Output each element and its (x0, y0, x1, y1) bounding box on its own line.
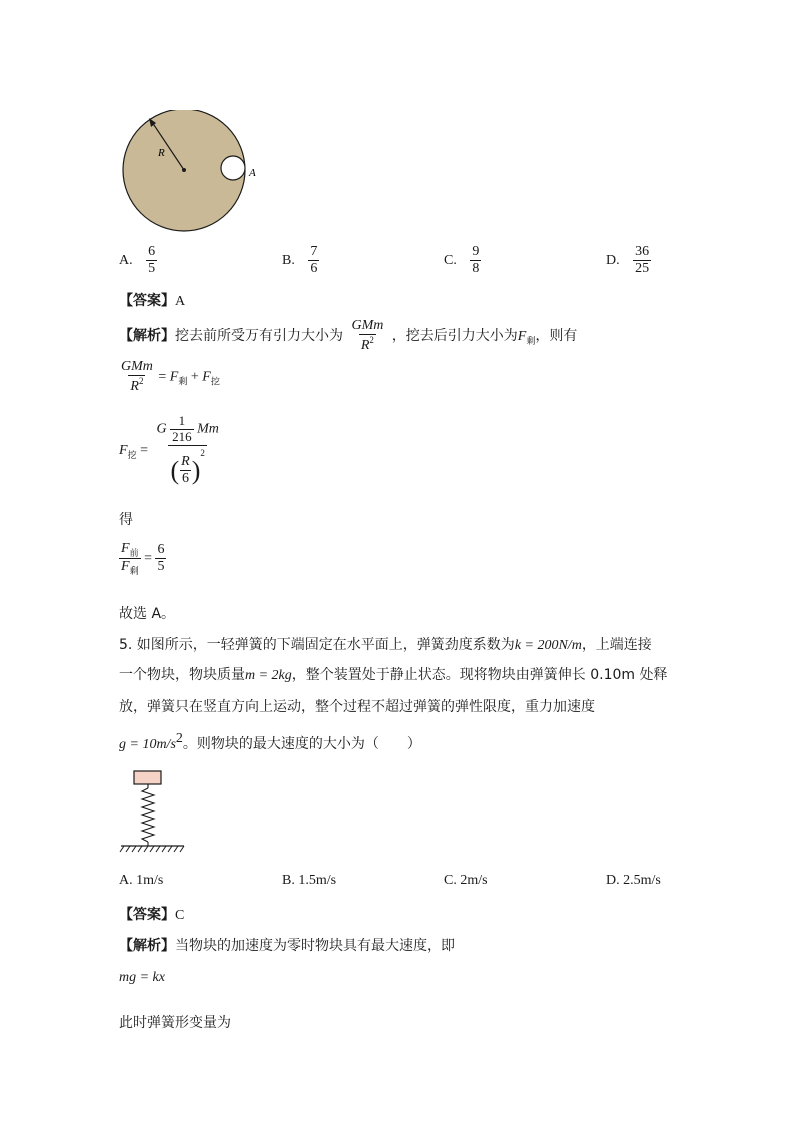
q4-option-c[interactable]: C. $\frac{9}{8}$ (444, 244, 480, 277)
point-label: A (249, 167, 256, 179)
sphere-figure (118, 110, 278, 235)
block (134, 771, 161, 784)
spring (142, 788, 154, 842)
q4-option-b[interactable]: B. $\frac{7}{6}$ (282, 244, 318, 277)
spring-figure (118, 768, 188, 858)
center-dot (182, 168, 186, 172)
radius-label: R (158, 147, 165, 159)
q5-option-b[interactable]: B. 1.5m/s (282, 873, 337, 888)
q4-option-d[interactable]: D. $\frac{36}{25}$ (606, 244, 650, 277)
q5-option-a[interactable]: A. 1m/s (119, 873, 164, 888)
q5-line-1: 5. 如图所示，一轻弹簧的下端固定在水平面上，弹簧劲度系数为k = 200N/m，上端连接 (119, 637, 652, 653)
q4-conclusion: 故选 A。 (119, 606, 176, 622)
q5-equation: mg = kx (119, 970, 165, 985)
q5-answer: 【答案】C (119, 907, 185, 923)
q5-last-line: 此时弹簧形变量为 (119, 1015, 231, 1031)
q5-analysis: 【解析】当物块的加速度为零时物块具有最大速度，即 (119, 938, 455, 954)
cavity (221, 156, 245, 180)
q5-line-3: 放，弹簧只在竖直方向上运动，整个过程不超过弹簧的弹性限度，重力加速度 (119, 699, 595, 715)
q5-line-4: g = 10m/s2。则物块的最大速度的大小为（ ） (119, 731, 421, 752)
q5-option-d[interactable]: D. 2.5m/s (606, 873, 661, 888)
q4-analysis: 【解析】挖去前所受万有引力大小为 $\frac{\text{GMm}}{R^2}$ ，挖去后引力大小为$F_剩$，则有 (119, 318, 578, 354)
de-text: 得 (119, 512, 133, 528)
q5-line-2: 一个物块，物块质量m = 2kg，整个装置处于静止状态。现将物块由弹簧伸长 0.10m 处释 (119, 667, 668, 683)
q5-option-c[interactable]: C. 2m/s (444, 873, 488, 888)
q4-option-a[interactable]: A. $\frac{6}{5}$ (119, 244, 156, 277)
equation-2: $F_挖$ = G $\frac{1}{216}$ Mm ( $\frac{R}{6}$ )$^2$ (119, 413, 219, 487)
equation-1: $\frac{\text{GMm}}{R^2}$ = $F_剩 + F_挖$ (121, 359, 220, 395)
ratio-equation: $\frac{F_前}{F_剩}$ = $\frac{6}{5}$ (121, 541, 165, 577)
q4-answer: 【答案】A (119, 293, 186, 309)
